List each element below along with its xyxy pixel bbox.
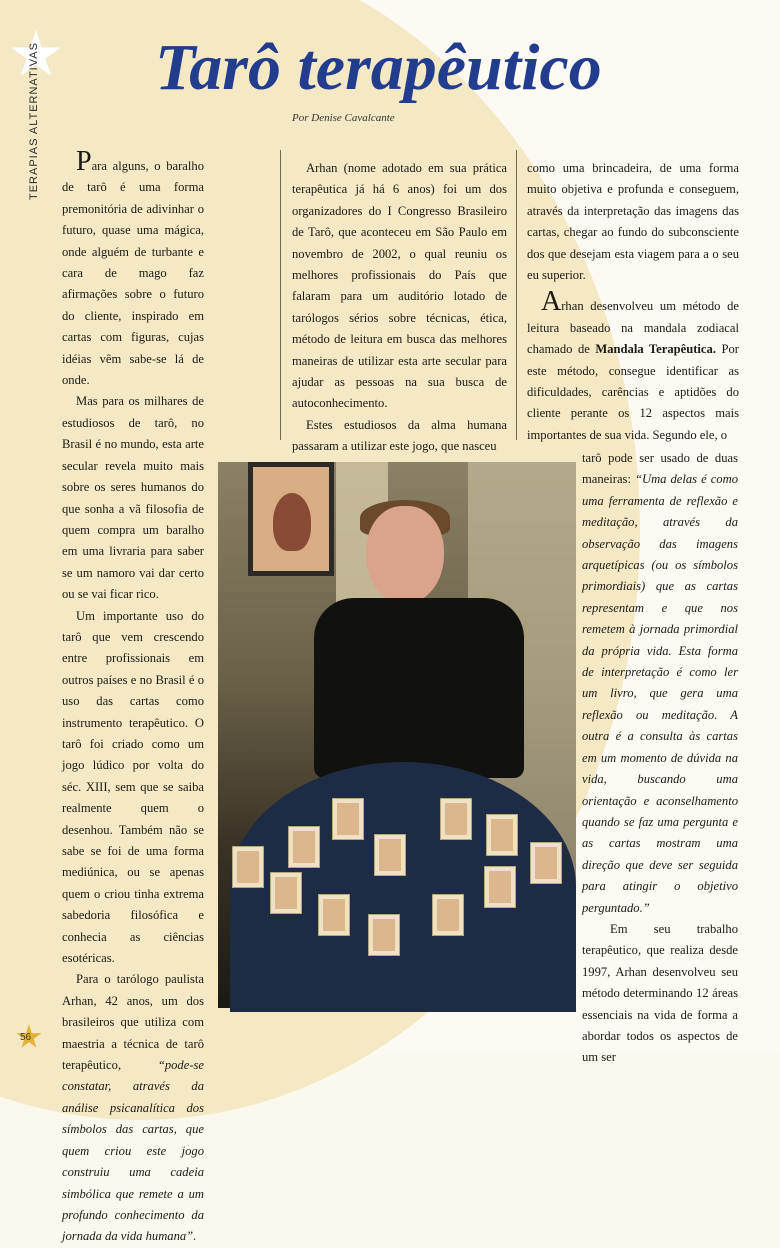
article-photo — [218, 462, 576, 1008]
paragraph: Em seu trabalho terapêutico, que realiza desde 1997, Arhan desenvolveu seu método determinando 12 áreas essenciais na vida de forma a abordar todos os aspectos de um ser — [582, 921, 738, 1065]
person-body — [314, 598, 524, 778]
section-label: TERAPIAS ALTERNATIVAS — [28, 42, 40, 200]
tarot-card — [270, 872, 302, 914]
article-title: Tarô terapêutico — [155, 31, 602, 104]
tarot-card — [288, 826, 320, 868]
tarot-card — [486, 814, 518, 856]
tarot-card — [318, 894, 350, 936]
paragraph: Estes estudiosos da alma humana passaram a utilizar este jogo, que nasceu — [292, 417, 507, 454]
paragraph: Um importante uso do tarô que vem crescendo entre profissionais em outros países e no Brasil é o uso das cartas como instrumento terapêutico. O tarô foi criado como um jogo lúdico por volta do séc. XIII, sem que se saiba realmente quem o desenhou. Também não se sabe se foi de uma forma mediúnica, ou se apenas quem o criou tinha extrema sabedoria filosófica e conhecia as ciências esotéricas. — [62, 608, 204, 966]
tarot-card — [432, 894, 464, 936]
paragraph: Mas para os milhares de estudiosos de tarô, no Brasil é no mundo, esta arte secular revela muito mais sobre os seres humanos do que sonha a vã filosofia de quem compra um baralho em uma livraria para saber se um namoro vai dar certo ou se vai ficar rico. — [62, 394, 204, 602]
paragraph: tarô pode ser usado de duas maneiras: “Uma delas é como uma ferramenta de reflexão e meditação, através da observação das imagens arquetípicas (ou os símbolos primordiais) que as cartas representam e que nos remetem à jornada primordial da própria vida. Esta forma de interpretação é como ler um livro, que gera uma reflexão ou meditação. A outra é a consulta às cartas em um momento de dúvida na vida, buscando uma orientação e aconselhamento quando se faz uma pergunta e as cartas mostram uma direção que deve ser seguida para atingir o objetivo perguntado.” — [582, 451, 738, 915]
column-3-continued — [582, 448, 738, 1069]
tarot-card — [332, 798, 364, 840]
column-divider — [516, 150, 517, 440]
paragraph: Arhan (nome adotado em sua prática terapêutica já há 6 anos) foi um dos organizadores do I Congresso Brasileiro de Tarô, que aconteceu em São Paulo em novembro de 2002, o qual reuniu os melhores profissionais do País que falaram para um auditório lotado de tarólogos sérios sobre técnicas, ética, método de leitura em busca das melhores maneiras de utilizar esta arte secular para ajudar as pessoas na sua busca de autoconhecimento. — [292, 161, 507, 411]
drop-cap: A — [541, 286, 562, 318]
column-2 — [292, 158, 507, 458]
column-3 — [527, 158, 739, 446]
paragraph: Para alguns, o baralho de tarô é uma forma premonitória de adivinhar o futuro, quase uma mágica, onde alguém de turbante e cara de mago faz afirmações sobre o futuro do cliente, inspirado em cartas com figuras, cujas idéias vêm sabe-se lá de onde. — [62, 146, 204, 388]
wall-portrait — [248, 462, 334, 576]
paragraph: Para o tarólogo paulista Arhan, 42 anos, um dos brasileiros que utiliza com maestria a técnica de tarô terapêutico, “pode-se constatar, através da análise psicanalítica dos símbolos das cartas, que quem criou este jogo construiu uma cadeia simbólica que remete a um profundo conhecimento da jornada da vida humana”. — [62, 972, 204, 1244]
paragraph: como uma brincadeira, de uma forma muito objetiva e profunda e conseguem, através da interpretação das imagens das cartas, chegar ao fundo do subconsciente dos que desejam esta viagem para a o seu eu superior. — [527, 161, 739, 283]
person-head — [366, 506, 444, 604]
tarot-card — [368, 914, 400, 956]
quote: “Uma delas é como uma ferramenta de reflexão e meditação, através da observação das imagens arquetípicas (ou os símbolos primordiais) que as cartas representam e que nos remetem à jornada primordial da própria vida. Esta forma de interpretação é como ler um livro, que gera uma reflexão ou meditação. A outra é a consulta às cartas em um momento de dúvida na vida, buscando uma orientação e aconselhamento quando se faz uma pergunta e as cartas mostram uma direção que deve ser seguida para atingir o objetivo perguntado.” — [582, 472, 738, 915]
column-divider — [280, 150, 281, 440]
tarot-card — [232, 846, 264, 888]
quote: “pode-se constatar, através da análise psicanalítica dos símbolos das cartas, que quem criou este jogo construiu uma cadeia simbólica que remete a um profundo conhecimento da jornada da vida humana”. — [62, 1058, 204, 1244]
drop-cap: P — [76, 146, 92, 177]
tarot-card — [484, 866, 516, 908]
tarot-card — [440, 798, 472, 840]
column-1 — [62, 146, 204, 1248]
tarot-card — [374, 834, 406, 876]
tarot-card — [530, 842, 562, 884]
article-byline: Por Denise Cavalcante — [292, 112, 395, 124]
paragraph: Arhan desenvolveu um método de leitura baseado na mandala zodiacal chamado de Mandala Terapêutica. Por este método, consegue identificar as dificuldades, carências e aptidões do cliente perante os 12 aspectos mais importantes de sua vida. Segundo ele, o — [527, 286, 739, 442]
page-number: 56 — [20, 1032, 32, 1043]
